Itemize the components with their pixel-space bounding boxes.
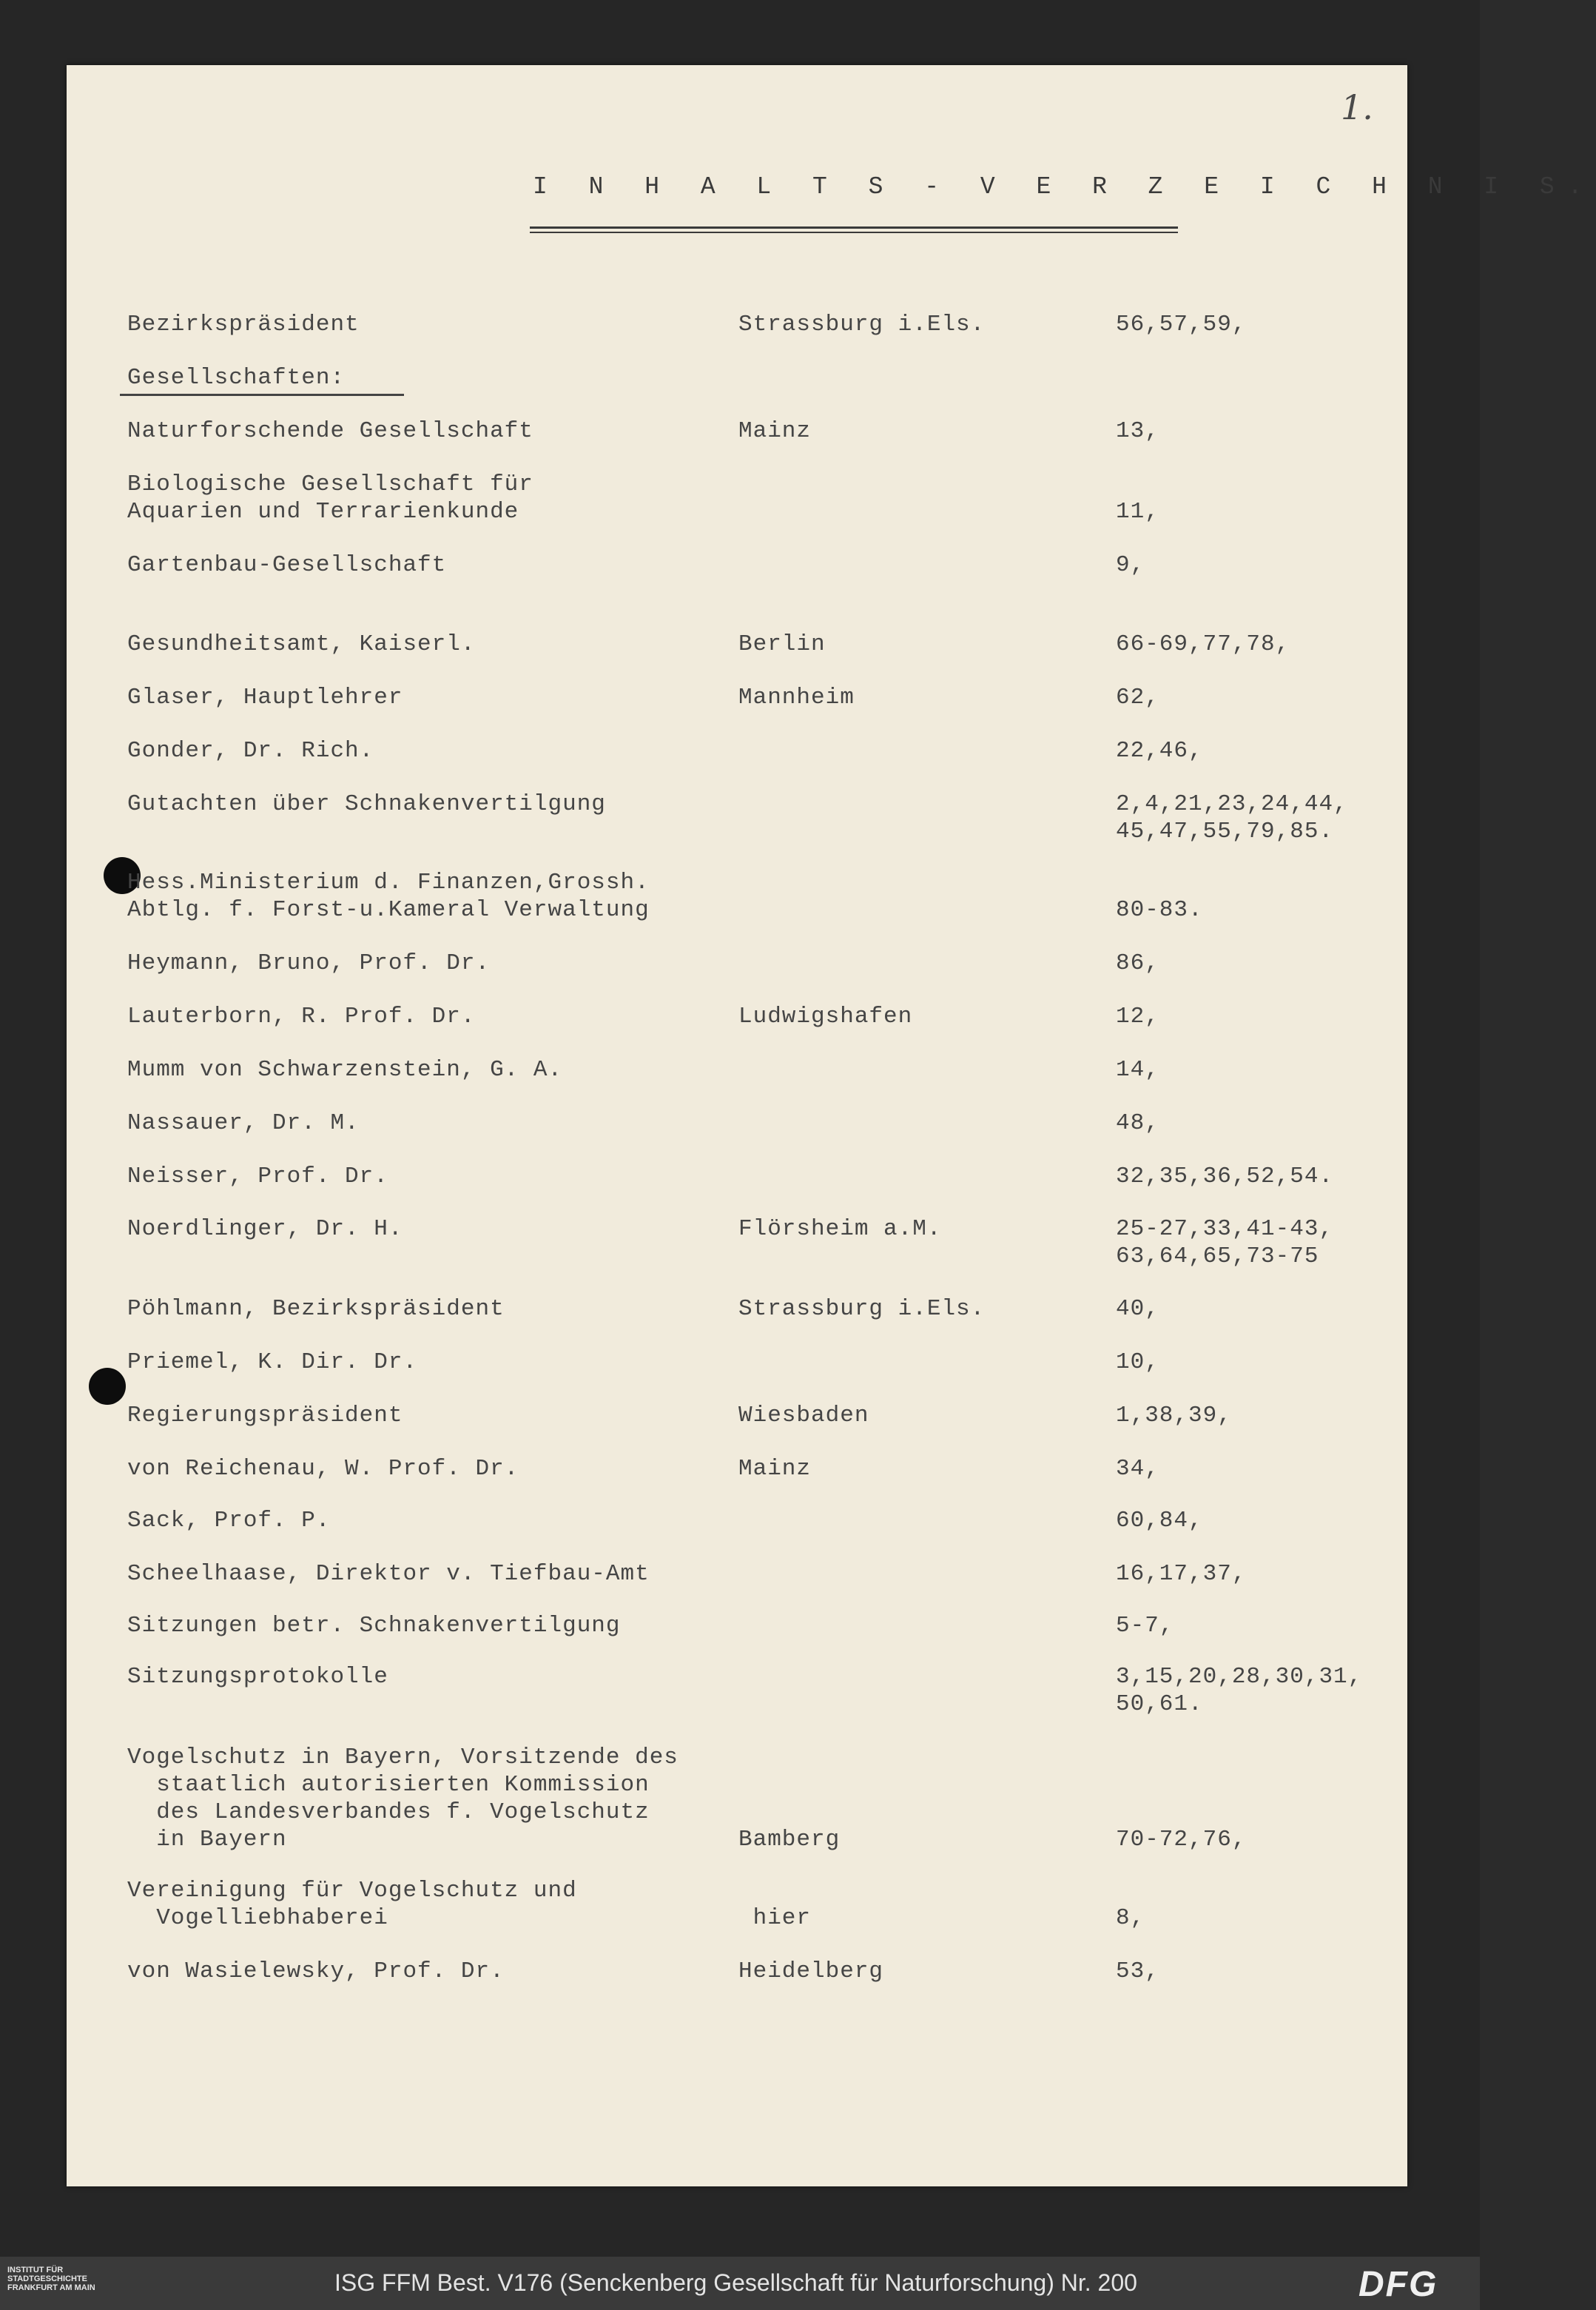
title-underline [530,226,1178,229]
entry-place: Mannheim [738,685,855,711]
entry-pages: 13, [1116,418,1159,444]
section-heading: Gesellschaften: [127,365,346,391]
entry-place: Strassburg i.Els. [738,1296,986,1322]
title-underline-double [530,232,1178,233]
entry-place: Strassburg i.Els. [738,312,986,338]
entry-name: Noerdlinger, Dr. H. [127,1216,403,1242]
entry-pages: 9, [1116,552,1145,578]
entry-place: Heidelberg [738,1958,884,1984]
entry-pages: 1,38,39, [1116,1403,1232,1428]
entry-pages: 34, [1116,1456,1159,1482]
entry-place: hier [752,1905,812,1931]
entry-pages: 86, [1116,950,1159,976]
entry-pages: 70-72,76, [1116,1827,1247,1853]
archive-caption: ISG FFM Best. V176 (Senckenberg Gesellschaft für Naturforschung) Nr. 200 [334,2269,1137,2296]
entry-name: Vogelschutz in Bayern, Vorsitzende des staatlich autorisierten Kommission des Landesverbandes f. Vogelschutz in Bayern [127,1745,679,1853]
entry-name: Scheelhaase, Direktor v. Tiefbau-Amt [127,1561,650,1587]
entry-name: Bezirkspräsident [127,312,360,338]
entry-name: Sack, Prof. P. [127,1508,331,1534]
entry-name: Regierungspräsident [127,1403,403,1428]
entry-place: Mainz [738,418,812,444]
archive-footer-bar [0,2257,1480,2310]
entry-name: Gutachten über Schnakenvertilgung [127,791,606,817]
entry-name: Lauterborn, R. Prof. Dr. [127,1004,476,1030]
entry-name: Pöhlmann, Bezirkspräsident [127,1296,505,1322]
entry-pages: 60,84, [1116,1508,1203,1534]
entry-pages: 25-27,33,41-43, 63,64,65,73-75 [1116,1216,1334,1269]
entry-pages: 80-83. [1116,897,1203,923]
entry-pages: 14, [1116,1057,1159,1083]
entry-pages: 16,17,37, [1116,1561,1247,1587]
entry-place: Flörsheim a.M. [738,1216,942,1242]
entry-name: Biologische Gesellschaft für Aquarien und Terrarienkunde [127,471,533,525]
entry-pages: 48, [1116,1110,1159,1136]
entry-name: Gartenbau-Gesellschaft [127,552,447,578]
section-heading-underline [120,394,404,396]
entry-name: Heymann, Bruno, Prof. Dr. [127,950,491,976]
entry-pages: 12, [1116,1004,1159,1030]
entry-name: Hess.Ministerium d. Finanzen,Grossh. Abtlg. f. Forst-u.Kameral Verwaltung [127,870,650,923]
entry-name: Gesundheitsamt, Kaiserl. [127,631,476,657]
entry-place: Bamberg [738,1827,841,1853]
entry-name: Sitzungsprotokolle [127,1664,388,1690]
entry-name: Priemel, K. Dir. Dr. [127,1349,418,1375]
dfg-logo: DFG [1358,2265,1438,2304]
entry-name: Glaser, Hauptlehrer [127,685,403,711]
page-number: 1. [1341,87,1373,127]
entry-pages: 5-7, [1116,1613,1174,1639]
entry-pages: 40, [1116,1296,1159,1322]
entry-name: von Wasielewsky, Prof. Dr. [127,1958,505,1984]
entry-name: Naturforschende Gesellschaft [127,418,533,444]
entry-pages: 56,57,59, [1116,312,1247,338]
institute-logo-text: INSTITUT FÜR STADTGESCHICHTE FRANKFURT AM MAIN [7,2266,95,2292]
entry-place: Wiesbaden [738,1403,869,1428]
punch-hole-bottom [89,1368,126,1405]
entry-name: Mumm von Schwarzenstein, G. A. [127,1057,563,1083]
entry-place: Ludwigshafen [738,1004,913,1030]
entry-name: Gonder, Dr. Rich. [127,738,374,764]
entry-pages: 32,35,36,52,54. [1116,1164,1334,1189]
entry-pages: 3,15,20,28,30,31, 50,61. [1116,1664,1363,1717]
entry-name: Neisser, Prof. Dr. [127,1164,388,1189]
entry-pages: 53, [1116,1958,1159,1984]
entry-name: Nassauer, Dr. M. [127,1110,360,1136]
entry-pages: 8, [1116,1905,1145,1931]
entry-pages: 62, [1116,685,1159,711]
entry-pages: 10, [1116,1349,1159,1375]
entry-name: Vereinigung für Vogelschutz und Vogelliebhaberei [127,1878,577,1931]
entry-pages: 11, [1116,499,1159,525]
page-title: I N H A L T S - V E R Z E I C H N I S. [533,173,1596,201]
entry-place: Mainz [738,1456,812,1482]
entry-place: Berlin [738,631,826,657]
entry-pages: 66-69,77,78, [1116,631,1290,657]
entry-name: Sitzungen betr. Schnakenvertilgung [127,1613,621,1639]
entry-pages: 22,46, [1116,738,1203,764]
entry-pages: 2,4,21,23,24,44, 45,47,55,79,85. [1116,791,1348,845]
entry-name: von Reichenau, W. Prof. Dr. [127,1456,519,1482]
